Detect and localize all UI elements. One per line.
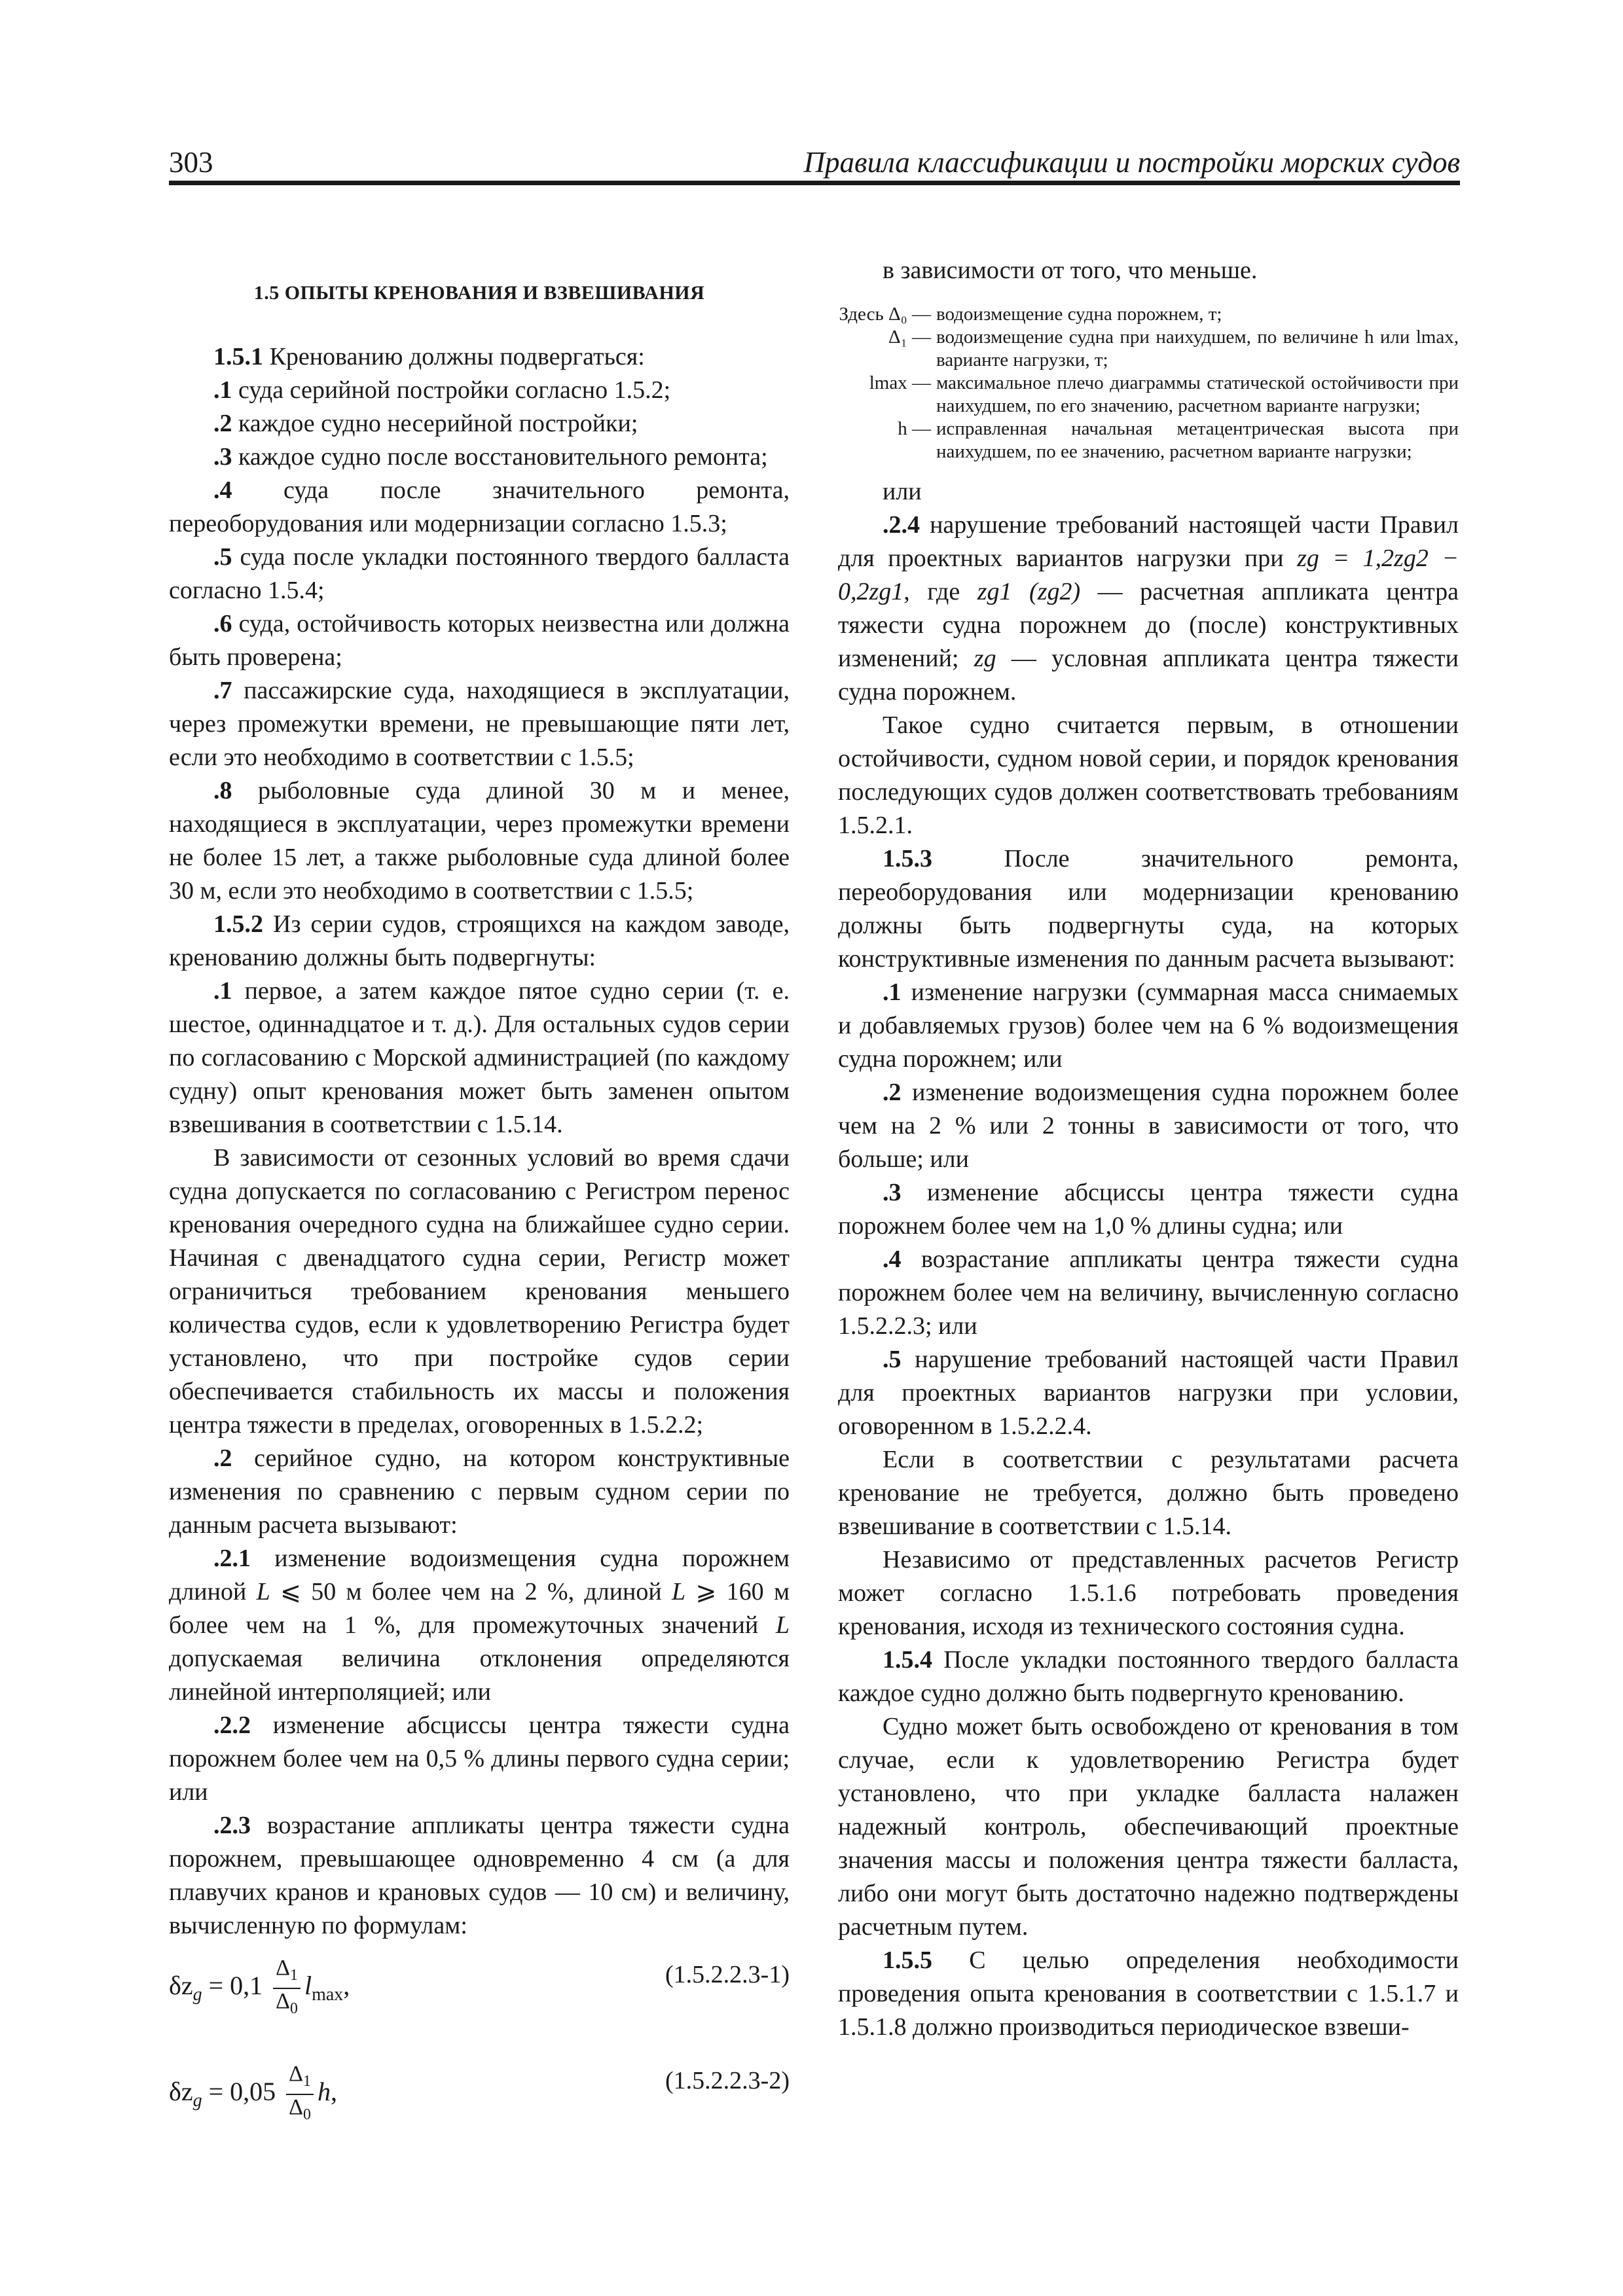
left-column bbox=[169, 254, 790, 2123]
section-title: 1.5 ОПЫТЫ КРЕНОВАНИЯ И ВЗВЕШИВАНИЯ bbox=[253, 282, 705, 304]
list-item: .2 изменение водоизмещения судна порожнем более чем на 2 % или 2 тонны в зависимости от того, что больше; или bbox=[838, 1079, 1459, 1173]
list-item: .1 первое, а затем каждое пятое судно серии (т. е. шестое, одиннадцатое и т. д.). Для остальных судов серии по согласованию с Морской администрацией (по каждому судну) опыт кренования может быть заменен опытом взвешивания в соответствии с 1.5.14. bbox=[169, 977, 790, 1138]
paragraph-if: Если в соответствии с результатами расчета кренование не требуется, должно быть проведено взвешивание в соответствии с 1.5.14. bbox=[838, 1446, 1459, 1540]
paragraph-1-5-3: 1.5.3 После значительного ремонта, переоборудования или модернизации кренованию должны быть подвергнуты суда, на которых конструктивные изменения по данным расчета вызывают: bbox=[838, 845, 1459, 973]
fraction: $\frac{\Delta_1}{\Delta_0}$ bbox=[286, 2062, 314, 2127]
list-item: .4 возрастание аппликаты центра тяжести судна порожнем более чем на величину, вычисленную согласно 1.5.2.2.3; или bbox=[838, 1246, 1459, 1340]
paragraph-exempt: Судно может быть освобождено от кренования в том случае, если к удовлетворению Регистра будет установлено, что при укладке балласта налажен надежный контроль, обеспечивающий проектные значения массы и положения центра тяжести балласта, либо они могут быть достаточно надежно подтверждены расчетным путем. bbox=[838, 1713, 1459, 1941]
list-item: .6 суда, остойчивость которых неизвестна или должна быть проверена; bbox=[169, 610, 790, 671]
formula-number: (1.5.2.2.3-1) bbox=[665, 1961, 790, 1988]
note-row: h — исправленная начальная метацентрическая высота при наихудшем, по ее значению, расчетном варианте нагрузки; bbox=[898, 418, 1459, 462]
note-row: Здесь Δ₀ — водоизмещение судна порожнем, т; bbox=[839, 304, 1222, 325]
paragraph-regardless: Независимо от представленных расчетов Регистр может согласно 1.5.1.6 потребовать проведения кренования, исходя из технического состояния судна. bbox=[838, 1546, 1459, 1640]
list-item: .3 изменение абсциссы центра тяжести судна порожнем более чем на 1,0 % длины судна; или bbox=[838, 1179, 1459, 1240]
note-row: Δ₁ — водоизмещение судна при наихудшем, по величине h или lmax, варианте нагрузки, т; bbox=[888, 327, 1459, 370]
list-item: .5 суда после укладки постоянного твердого балласта согласно 1.5.4; bbox=[169, 543, 790, 604]
paragraph-1-5-4: 1.5.4 После укладки постоянного твердого балласта каждое судно должно быть подвергнуто кренованию. bbox=[838, 1646, 1459, 1707]
clause-number: 1.5.3 bbox=[883, 845, 932, 872]
symbol-notes bbox=[838, 303, 1459, 463]
page-number: 303 bbox=[169, 146, 213, 179]
formula-1: $\delta z_g = 0,1$ $\frac{\Delta_1}{\Delta_0}$ $l_{max}$, (1.5.2.2.3-1) bbox=[169, 1946, 790, 2007]
list-item: .2 серийное судно, на котором конструктивные изменения по сравнению с первым судном серии по данным расчета вызывают: bbox=[169, 1444, 790, 1539]
list-item: .2.4 нарушение требований настоящей части Правил для проектных вариантов нагрузки при zg = 1,2zg2 − 0,2zg1, где zg1 (zg2) — расчетная аппликата центра тяжести судна порожнем до (после) конструктивных изменений; zg — условная аппликата центра тяжести судна порожнем. bbox=[838, 511, 1459, 706]
paragraph-1-5-5: 1.5.5 С целью определения необходимости проведения опыта кренования в соответствии с 1.5.1.7 и 1.5.1.8 должно производиться периодическое взвеши- bbox=[838, 1946, 1459, 2041]
clause-number: 1.5.5 bbox=[883, 1946, 932, 1974]
right-column bbox=[838, 254, 1459, 2044]
clause-number: 1.5.2 bbox=[213, 910, 263, 938]
paragraph-season: В зависимости от сезонных условий во время сдачи судна допускается по согласованию с Регистром перенос кренования очередного судна на ближайшее судно серии. Начиная с двенадцатого судна серии, Регистр может ограничиться требованием кренования меньшего количества судов, если к удовлетворению Регистра будет установлено, что при постройке судов серии обеспечивается стабильность их массы и положения центра тяжести в пределах, оговоренных в 1.5.2.2; bbox=[169, 1144, 790, 1439]
clause-number: 1.5.4 bbox=[883, 1646, 932, 1674]
list-item: .3 каждое судно после восстановительного ремонта; bbox=[213, 443, 768, 471]
page-header bbox=[169, 145, 1460, 179]
formula-2: $\delta z_g = 0,05$ $\frac{\Delta_1}{\Delta_0}$ h, (1.5.2.2.3-2) bbox=[169, 2053, 790, 2113]
running-title: Правила классификации и постройки морских судов bbox=[803, 146, 1460, 179]
word-or: или bbox=[883, 478, 922, 505]
list-item: .7 пассажирские суда, находящиеся в эксплуатации, через промежутки времени, не превышающие пяти лет, если это необходимо в соответствии с 1.5.5; bbox=[169, 677, 790, 771]
list-item: .2 каждое судно несерийной постройки; bbox=[213, 410, 638, 437]
list-item: .2.2 изменение абсциссы центра тяжести судна порожнем более чем на 0,5 % длины первого судна серии; или bbox=[169, 1712, 790, 1806]
list-item: .2.3 возрастание аппликаты центра тяжести судна порожнем, превышающее одновременно 4 см (а для плавучих кранов и крановых судов — 10 см) и величину, вычисленную по формулам: bbox=[169, 1812, 790, 1939]
fraction: $\frac{\Delta_1}{\Delta_0}$ bbox=[273, 1956, 301, 2021]
paragraph-first: Такое судно считается первым, в отношении остойчивости, судном новой серии, и порядок кренования последующих судов должен соответствовать требованиям 1.5.2.1. bbox=[838, 711, 1459, 839]
formula-number: (1.5.2.2.3-2) bbox=[665, 2067, 790, 2094]
list-item: .1 изменение нагрузки (суммарная масса снимаемых и добавляемых грузов) более чем на 6 % водоизмещения судна порожнем; или bbox=[838, 978, 1459, 1073]
clause-number: 1.5.1 bbox=[213, 343, 263, 370]
list-item: .8 рыболовные суда длиной 30 м и менее, находящиеся в эксплуатации, через промежутки времени не более 15 лет, а также рыболовные суда длиной более 30 м, если это необходимо в соответствии с 1.5.5; bbox=[169, 777, 790, 905]
paragraph-1-5-2: 1.5.2 Из серии судов, строящихся на каждом заводе, кренованию должны быть подвергнуты: bbox=[169, 910, 790, 971]
list-item: .2.1 изменение водоизмещения судна порожнем длиной L ⩽ 50 м более чем на 2 %, длиной L ⩾ 160 м более чем на 1 %, для промежуточных значений L допускаемая величина отклонения определяются линейной интерполяцией; или bbox=[169, 1545, 790, 1706]
header-rule bbox=[169, 181, 1460, 185]
note-row: lmax — максимальное плечо диаграммы статической остойчивости при наихудшем, по его значению, расчетном варианте нагрузки; bbox=[869, 372, 1459, 416]
list-item: .5 нарушение требований настоящей части Правил для проектных вариантов нагрузки при условии, оговоренном в 1.5.2.2.4. bbox=[838, 1346, 1459, 1440]
paragraph-1-5-1: 1.5.1 Кренованию должны подвергаться: bbox=[213, 343, 645, 370]
paragraph-depend: в зависимости от того, что меньше. bbox=[883, 257, 1258, 284]
list-item: .4 суда после значительного ремонта, переоборудования или модернизации согласно 1.5.3; bbox=[169, 476, 790, 537]
list-item: .1 суда серийной постройки согласно 1.5.2; bbox=[213, 376, 671, 404]
